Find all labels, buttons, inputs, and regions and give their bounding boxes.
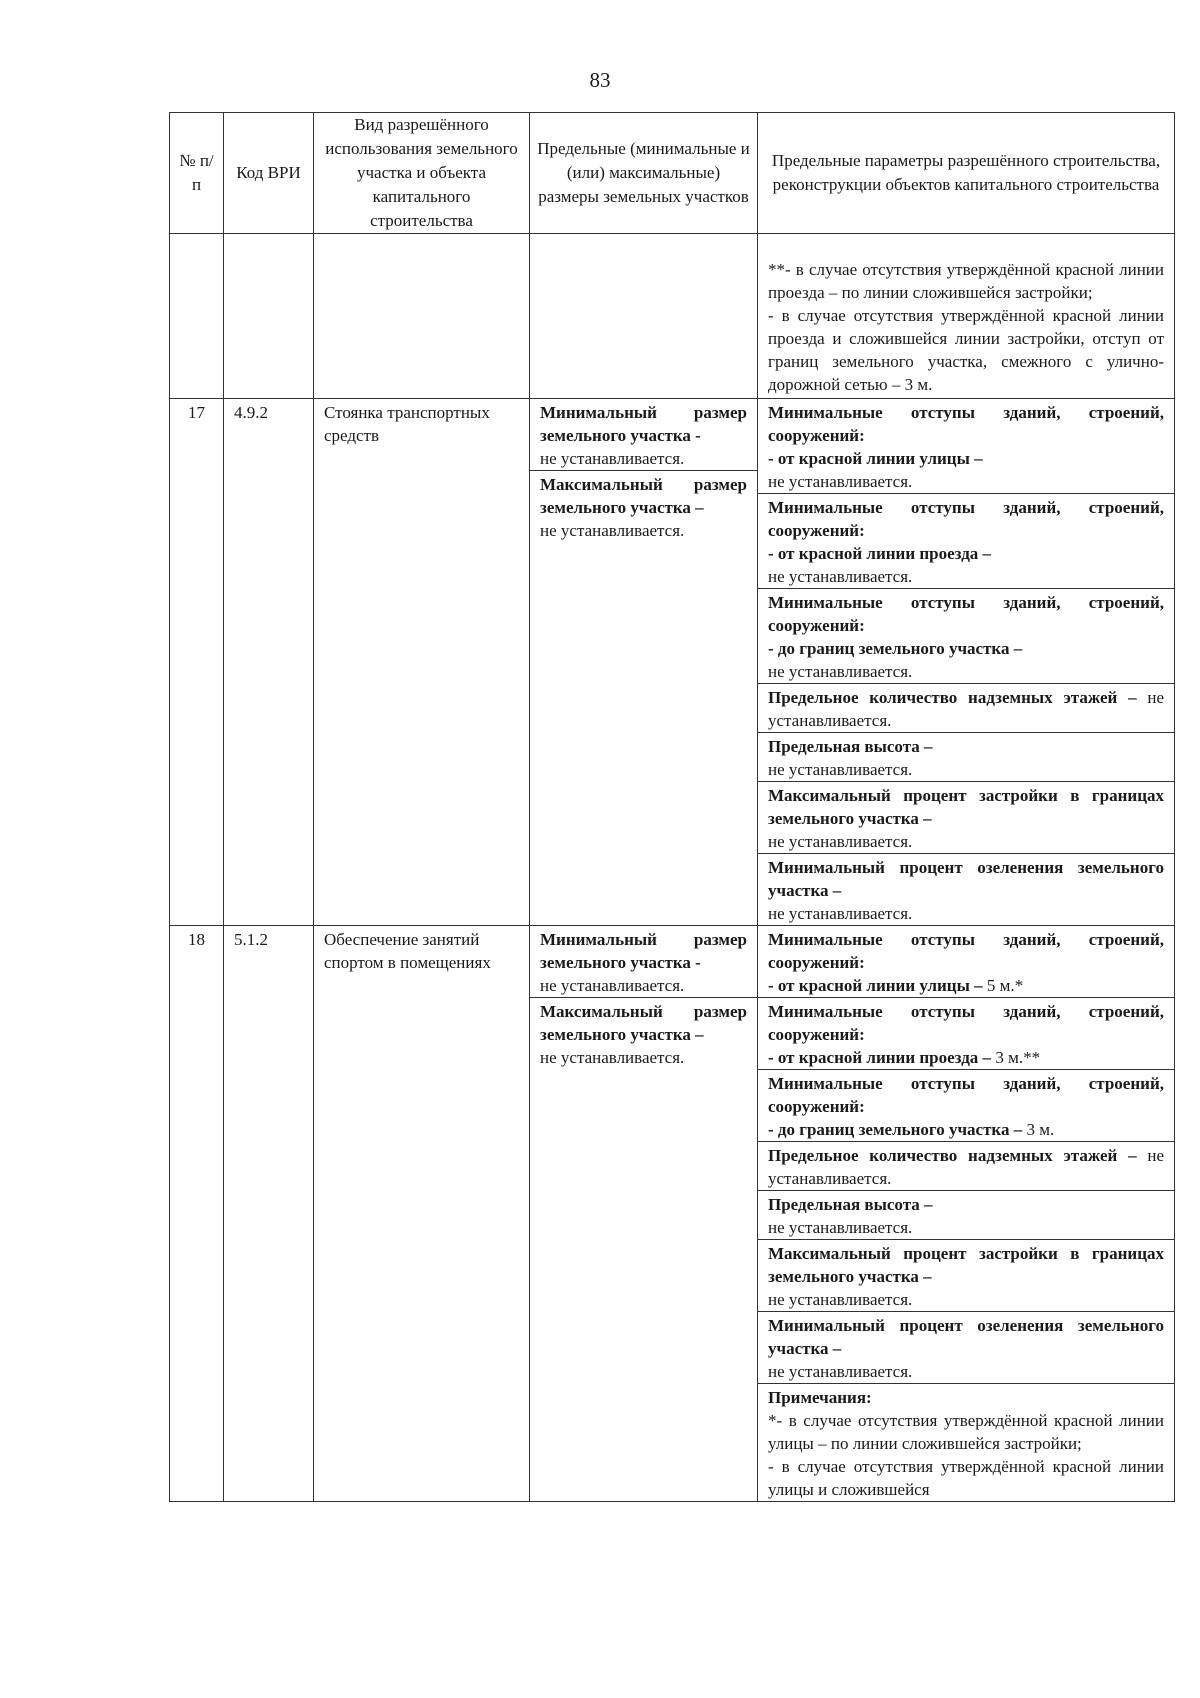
header-code: Код ВРИ [224, 113, 314, 234]
notes-block [758, 1384, 1174, 1501]
header-size: Предельные (минимальные и (или) максимальные) размеры земельных участков [530, 113, 758, 234]
note-text: *- в случае отсутствия утверждённой красной линии улицы – по линии сложившейся застройки; [768, 1411, 1164, 1453]
header-use: Вид разрешённого использования земельного участка и объекта капитального строительства [314, 113, 530, 234]
size-cell [530, 399, 758, 926]
min-size-title: Минимальный размер земельного участка - [540, 403, 747, 445]
regulations-table [169, 112, 1175, 1502]
param-block: Предельная высота – не устанавливается. [758, 733, 1174, 782]
size-cell [530, 926, 758, 1502]
row-use: Стоянка транспортных средств [314, 399, 530, 926]
row-use: Обеспечение занятий спортом в помещениях [314, 926, 530, 1502]
param-block: Минимальные отступы зданий, строений, сооружений: - до границ земельного участка – не устанавливается. [758, 589, 1174, 684]
param-block: Минимальные отступы зданий, строений, сооружений: - от красной линии проезда – не устанавливается. [758, 494, 1174, 589]
note-text: - в случае отсутствия утверждённой красной линии улицы и сложившейся [768, 1457, 1164, 1499]
row-code: 4.9.2 [224, 399, 314, 926]
header-num: № п/п [170, 113, 224, 234]
min-size-value: не устанавливается. [540, 449, 685, 468]
max-size-value: не устанавливается. [540, 1048, 685, 1067]
param-block: Минимальные отступы зданий, строений, сооружений: - от красной линии улицы – 5 м.* [758, 926, 1174, 998]
min-size-value: не устанавливается. [540, 976, 685, 995]
param-block: Предельное количество надземных этажей – не устанавливается. [758, 1142, 1174, 1191]
max-size-title: Максимальный размер земельного участка – [540, 475, 747, 517]
param-block: Максимальный процент застройки в границах земельного участка – не устанавливается. [758, 782, 1174, 854]
row-number: 18 [170, 926, 224, 1502]
table-row-continuation [170, 234, 1175, 399]
param-block: Минимальный процент озеленения земельного участка – не устанавливается. [768, 858, 1164, 923]
header-params: Предельные параметры разрешённого строительства, реконструкции объектов капитального строительства [758, 113, 1175, 234]
param-block: Минимальный процент озеленения земельного участка – не устанавливается. [758, 1312, 1174, 1384]
params-cell [758, 926, 1175, 1502]
min-size-title: Минимальный размер земельного участка - [540, 930, 747, 972]
param-block: Предельная высота – не устанавливается. [758, 1191, 1174, 1240]
param-block: Минимальные отступы зданий, строений, сооружений: - до границ земельного участка – 3 м. [758, 1070, 1174, 1142]
note-text: - в случае отсутствия утверждённой красной линии проезда и сложившейся линии застройки, отступ от границ земельного участка, смежного с улично-дорожной сетью – 3 м. [768, 306, 1164, 394]
row-code: 5.1.2 [224, 926, 314, 1502]
max-size-value: не устанавливается. [540, 521, 685, 540]
max-size-title: Максимальный размер земельного участка – [540, 1002, 747, 1044]
param-block: Максимальный процент застройки в границах земельного участка – не устанавливается. [758, 1240, 1174, 1312]
table-row [170, 399, 1175, 926]
param-block: Минимальные отступы зданий, строений, сооружений: - от красной линии проезда – 3 м.** [758, 998, 1174, 1070]
params-cell [758, 399, 1175, 926]
notes-title: Примечания: [768, 1388, 872, 1407]
table-header-row [170, 113, 1175, 234]
table-row [170, 926, 1175, 1502]
note-text: **- в случае отсутствия утверждённой красной линии проезда – по линии сложившейся застройки; [768, 260, 1164, 302]
row-number: 17 [170, 399, 224, 926]
param-block: Предельное количество надземных этажей – не устанавливается. [758, 684, 1174, 733]
page-number: 83 [589, 68, 611, 92]
param-block: Минимальные отступы зданий, строений, сооружений: - от красной линии улицы – не устанавливается. [758, 399, 1174, 494]
